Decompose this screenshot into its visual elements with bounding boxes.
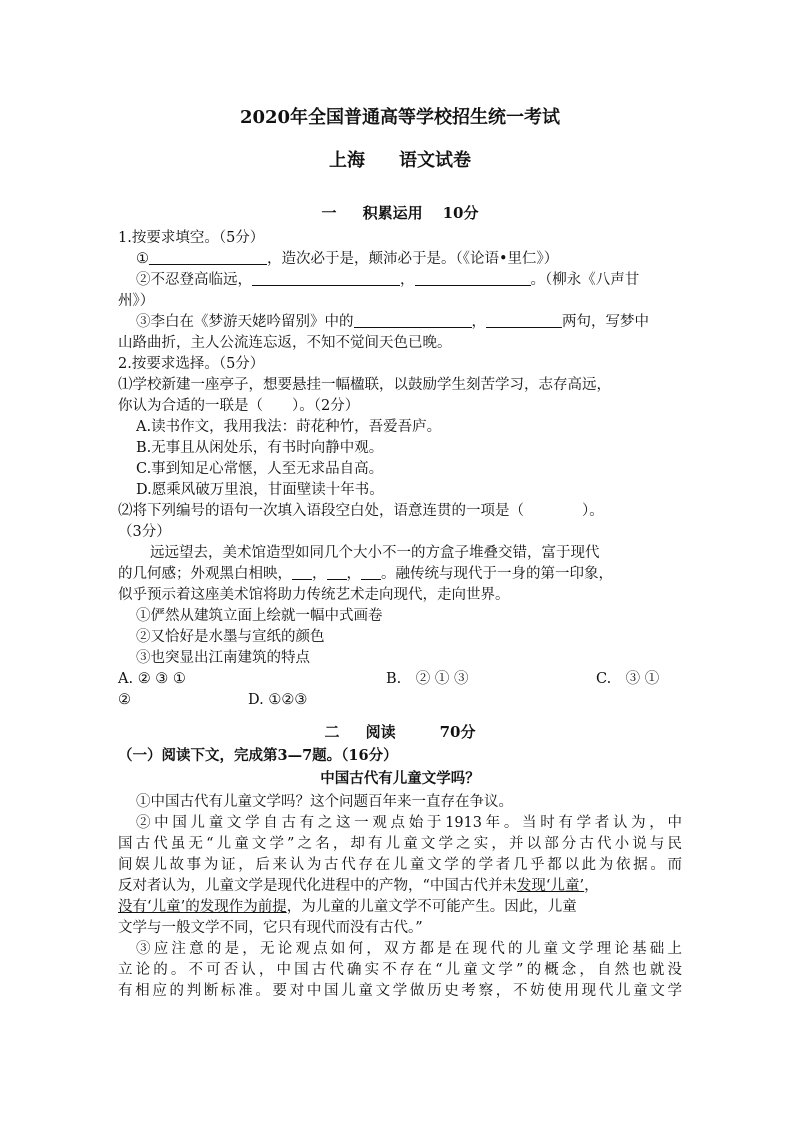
reading-part-intro: （一）阅读下文，完成第3—7题。（16分） bbox=[118, 747, 398, 764]
article-p2-line2: 国古代虽无“儿童文学”之名，却有儿童文学之实，并以部分古代小说与民 bbox=[118, 836, 682, 852]
q1-b-text2: 。（柳永《八声甘 bbox=[530, 272, 640, 288]
section2-score: 70分 bbox=[439, 723, 476, 741]
passage-line2-b: 融传统与现代于一身的第一印象， bbox=[395, 566, 613, 582]
article-p2-line3: 间娱儿故事为证，后来认为古代存在儿童文学的学者几乎都以此为依据。而 bbox=[118, 857, 682, 873]
passage-line1: 远远望去，美术馆造型如同几个大小不一的方盒子堆叠交错，富于现代 bbox=[150, 545, 600, 561]
q2-option-d[interactable]: D.愿乘风破万里浪，甘面壁读十年书。 bbox=[136, 482, 384, 498]
q1-c-text2: 两句，写梦中 bbox=[562, 314, 649, 330]
q2-option-b[interactable]: B.无事且从闲处乐，有书时向静中观。 bbox=[136, 440, 384, 456]
q2-stem: 2.按要求选择。（5分） bbox=[118, 356, 265, 372]
q1-c-text1: ③李白在《梦游天姥吟留别》中的 bbox=[136, 314, 354, 330]
q2-option-a[interactable]: A.读书作文，我用我法：莳花种竹，吾爱吾庐。 bbox=[136, 419, 442, 435]
sentence-3: ③也突显出江南建筑的特点 bbox=[136, 650, 310, 666]
section1-score: 10分 bbox=[442, 204, 479, 222]
passage-line2-a: 的几何感；外观黑白相映， bbox=[118, 566, 292, 582]
passage-line3: 似乎预示着这座美术馆将助力传统艺术走向现代，走向世界。 bbox=[118, 587, 510, 603]
section2-name: 阅读 bbox=[365, 723, 396, 741]
q1-stem: 1.按要求填空。（5分） bbox=[118, 230, 265, 246]
article-p2-line5-underlined: 没有‘儿童’的发现作为前提 bbox=[118, 899, 287, 915]
passage-line2: 的几何感；外观黑白相映， ， ， 。融传统与现代于一身的第一印象， bbox=[118, 566, 613, 582]
choice-a[interactable]: A. ② ③ ① bbox=[118, 671, 186, 687]
q2-part1-line1: ⑴学校新建一座亭子，想要悬挂一幅楹联，以鼓励学生刻苦学习，志存高远， bbox=[118, 377, 611, 393]
subtitle-paper: 语文试卷 bbox=[399, 150, 471, 171]
section1-heading bbox=[0, 203, 800, 224]
section2-heading bbox=[0, 722, 800, 743]
q1-c-sep: ， bbox=[471, 314, 486, 330]
article-p2-line5 bbox=[118, 897, 682, 918]
q1-a-blank[interactable] bbox=[149, 249, 267, 265]
passage-blank1[interactable] bbox=[292, 564, 312, 580]
choice-c-cont: ② bbox=[118, 692, 131, 708]
choice-c[interactable]: C. ③ ① bbox=[596, 671, 660, 687]
article-p3-line1: ③应注意的是，无论观点如何，双方都是在现代的儿童文学理论基础上 bbox=[136, 941, 682, 957]
article-p2-line1: ②中国儿童文学自古有之这一观点始于1913年。当时有学者认为，中 bbox=[136, 815, 682, 831]
article-title: 中国古代有儿童文学吗？ bbox=[320, 770, 480, 787]
q1-b-text1: ②不忍登高临远， bbox=[136, 272, 252, 288]
q1-c-blank1[interactable] bbox=[354, 312, 472, 328]
article-p2-line6: 文学与一般文学不同，它只有现代而没有古代。” bbox=[118, 920, 423, 936]
q1-b-blank2[interactable] bbox=[415, 270, 531, 286]
q1-item-a bbox=[136, 249, 700, 270]
q1-a-mark: ① bbox=[136, 251, 149, 267]
q2-part2-line1: ⑵将下列编号的语句一次填入语段空白处，语意连贯的一项是（ ）。 bbox=[118, 503, 604, 519]
article-p2-line4-b: ， bbox=[584, 878, 599, 894]
article-p1: ①中国古代有儿童文学吗？这个问题百年来一直存在争议。 bbox=[136, 794, 513, 810]
q2-option-c[interactable]: C.事到知足心常惬，人至无求品自高。 bbox=[136, 461, 384, 477]
section1-number: 一 bbox=[321, 204, 337, 222]
choice-b[interactable]: B. ② ① ③ bbox=[386, 671, 469, 687]
q2-part1-line2: 你认为合适的一联是（ ）。（2分） bbox=[118, 398, 360, 414]
section2-number: 二 bbox=[324, 723, 340, 741]
passage-blank3[interactable] bbox=[361, 564, 381, 580]
section1-name: 积累运用 bbox=[362, 204, 423, 222]
q1-b-blank1[interactable] bbox=[252, 270, 400, 286]
article-p2-line5-b: ，为儿童的儿童文学不可能产生。因此，儿童 bbox=[286, 899, 577, 915]
exam-title: 2020年全国普通高等学校招生统一考试 bbox=[239, 107, 561, 128]
q2-part2-line2: （3分） bbox=[118, 524, 171, 540]
article-p2-line4-a: 反对者认为，儿童文学是现代化进程中的产物，“中国古代并未 bbox=[118, 878, 517, 894]
article-p3-line3: 有相应的判断标准。要对中国儿童文学做历史考察，不妨使用现代儿童文学 bbox=[118, 983, 682, 999]
q1-item-b bbox=[136, 270, 700, 291]
exam-subtitle bbox=[0, 149, 800, 173]
q1-c-text3: 山路曲折，主人公流连忘返，不知不觉间天色已晚。 bbox=[118, 335, 452, 351]
q1-b-sep: ， bbox=[400, 272, 415, 288]
q1-b-text3: 州》） bbox=[118, 293, 155, 309]
q1-c-blank2[interactable] bbox=[486, 312, 562, 328]
choice-d[interactable]: D. ①②③ bbox=[248, 692, 308, 708]
article-p3-line2: 立论的。不可否认，中国古代确实不存在“儿童文学”的概念，自然也就没 bbox=[118, 962, 682, 978]
sentence-1: ①俨然从建筑立面上绘就一幅中式画卷 bbox=[136, 608, 383, 624]
article-p2-line4-underlined: 发现‘儿童’ bbox=[516, 878, 585, 894]
q1-a-text: ，造次必于是，颠沛必于是。（《论语•里仁》） bbox=[267, 251, 559, 267]
q1-item-c bbox=[136, 312, 700, 333]
passage-blank2[interactable] bbox=[327, 564, 347, 580]
article-p2-line4 bbox=[118, 876, 682, 897]
sentence-2: ②又恰好是水墨与宣纸的颜色 bbox=[136, 629, 325, 645]
subtitle-city: 上海 bbox=[329, 150, 365, 171]
